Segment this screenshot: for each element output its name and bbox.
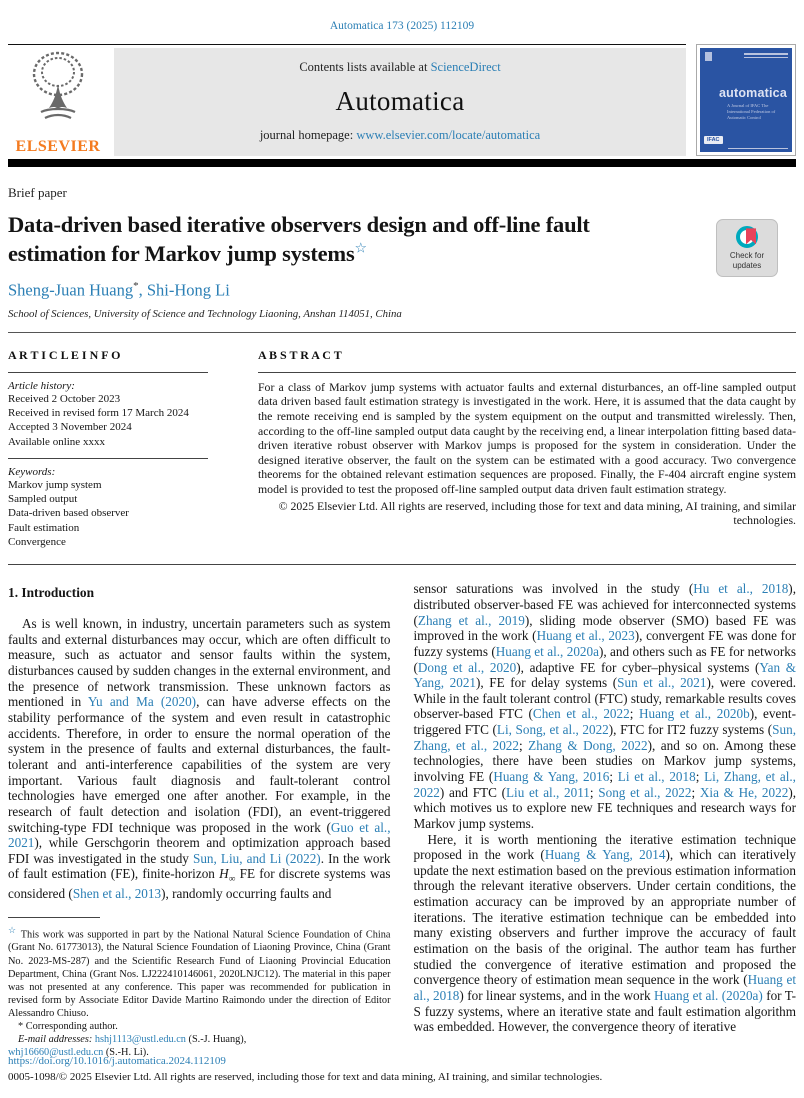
contents-prefix: Contents lists available at — [299, 60, 431, 74]
keywords-label: Keywords: — [8, 465, 56, 478]
body-text: ), sliding mode observer (SMO) based FE was improved in the work ( — [413, 612, 796, 644]
title-footnote-mark[interactable]: ☆ — [354, 241, 367, 257]
intro-paragraph-continued — [414, 581, 797, 831]
cover-issue-lines — [744, 53, 788, 60]
keywords-rule — [8, 458, 208, 459]
homepage-prefix: journal homepage: — [259, 128, 357, 142]
keyword-item: Data-driven based observer — [8, 507, 129, 520]
body-text: ∞ — [228, 875, 236, 886]
iterative-estimation-paragraph — [414, 832, 797, 1035]
article-type-label: Brief paper — [8, 185, 67, 200]
body-text: Here, it is worth mentioning the iterative estimation technique proposed in the work ( — [413, 831, 796, 863]
citation-link[interactable]: Sun, Liu, and Li (2022) — [192, 850, 321, 866]
citation-link[interactable]: Sun et al., 2021 — [617, 675, 707, 691]
journal-banner — [8, 44, 796, 156]
keyword-item: Fault estimation — [8, 521, 80, 534]
page-footer — [8, 1054, 796, 1086]
citation-link[interactable]: Huang et al., 2018 — [413, 972, 796, 1003]
citation-link[interactable]: Huang et al. (2020a) — [654, 987, 763, 1003]
citation-link[interactable]: Li, Song, et al., 2022 — [496, 722, 609, 738]
divider-below-meta — [8, 564, 796, 565]
doi-link[interactable]: https://doi.org/10.1016/j.automatica.2024.112109 — [8, 1055, 226, 1068]
corresponding-author-note: * Corresponding author. — [18, 1020, 118, 1032]
body-text: ), while Gerschgorin theorem and optimization approach based FDI was investigated in the study — [8, 835, 391, 866]
elsevier-wordmark: ELSEVIER — [15, 138, 101, 155]
body-text: ; — [609, 768, 618, 784]
body-text: sensor saturations was involved in the study ( — [413, 581, 694, 597]
body-columns — [8, 581, 796, 1059]
title-section — [8, 185, 796, 320]
email2-suffix: (S.-H. Li). — [103, 1046, 149, 1058]
footnote-block — [8, 917, 391, 1059]
article-info-rule — [8, 372, 208, 373]
author-1[interactable]: Sheng-Juan Huang — [8, 280, 134, 300]
journal-name: Automatica — [335, 86, 465, 116]
history-label: Article history: — [8, 379, 75, 392]
email-label: E-mail addresses: — [18, 1033, 93, 1045]
citation-link[interactable]: Song et al., 2022 — [598, 784, 692, 800]
body-text: ), FE for delay systems ( — [476, 675, 618, 691]
cover-caption: A Journal of IFAC The International Federation of Automatic Control — [727, 103, 776, 120]
sciencedirect-link[interactable]: ScienceDirect — [430, 60, 501, 74]
citation-link[interactable]: Li et al., 2018 — [617, 768, 696, 784]
homepage-link[interactable]: www.elsevier.com/locate/automatica — [356, 128, 541, 142]
abstract-rule — [258, 372, 796, 373]
body-text: ), were covered. While in the fault tolerant control (FTC) study, remarkable results coves observer-based FTC ( — [413, 675, 796, 722]
contents-line — [299, 60, 500, 75]
elsevier-tree-icon — [27, 50, 89, 131]
citation-link[interactable]: Huang et al., 2023 — [536, 628, 635, 644]
body-left-column — [8, 581, 391, 1059]
body-text: , can have adverse effects on the stability performance of the system and even result in catastrophic accidents. Therefore, in order to ensure the normal operation of the system in the presence of faults and external disturbances, the fault-tolerant and anti-interference capabilities of the system are very important. Various fault diagnosis and fault-tolerant control technologies have emerged one after another. For example, in the research of fault detection and isolation (FDI), an event-triggered switching-type FDI technique was proposed in the work ( — [8, 694, 391, 835]
email-link-li[interactable]: whj16660@ustl.edu.cn — [8, 1046, 104, 1058]
body-text: ), and others such as FE for networks ( — [413, 643, 796, 675]
keyword-item: Markov jump system — [8, 478, 102, 491]
body-text: ; — [519, 737, 529, 753]
body-text: As is well known, in industry, uncertain parameters such as system faults and external disturbances may occur, which are often difficult to measure, such as actuator and sensor faults within the system, disturbances caused by sudden changes in the external environment, and the presence of network transmission. These unknown factors as mentioned in — [8, 616, 391, 710]
keyword-item: Convergence — [8, 536, 66, 548]
body-text: ), which motives us to explore new FE techniques and research ways for Markov jump systems. — [413, 784, 797, 831]
cover-bottom-line — [728, 148, 788, 149]
history-item: Received in revised form 17 March 2024 — [8, 406, 189, 419]
keyword-item: Sampled output — [8, 493, 78, 506]
paper-title-text: Data-driven based iterative observers design and off-line fault estimation for Markov jump systems — [8, 212, 590, 266]
citation-link[interactable]: Yu and Ma (2020) — [87, 694, 197, 710]
running-head-citation: Automatica 173 (2025) 112109 — [329, 20, 475, 32]
journal-cover-thumbnail — [696, 44, 796, 156]
elsevier-logo — [8, 48, 114, 156]
history-item: Available online xxxx — [8, 435, 105, 448]
abstract-copyright: © 2025 Elsevier Ltd. All rights are reserved, including those for text and data mining, AI training, and similar technologies. — [278, 498, 796, 528]
body-text: ; — [691, 784, 700, 800]
body-text: ), and so on. Among these technologies, there have been studies on Markov jump systems, involving FE ( — [413, 737, 796, 784]
body-text: ), event-triggered FTC ( — [413, 706, 796, 738]
issn-copyright-line: 0005-1098/© 2025 Elsevier Ltd. All rights are reserved, including those for text and data mining, AI training, and similar technologies. — [8, 1071, 603, 1084]
history-item: Accepted 3 November 2024 — [8, 421, 132, 434]
body-text: ), adaptive FE for cyber–physical systems ( — [516, 659, 760, 675]
citation-link[interactable]: Shen et al., 2013 — [72, 886, 162, 902]
intro-paragraph — [8, 616, 391, 902]
corresponding-author-mark[interactable]: * — [133, 280, 139, 293]
paper-title — [8, 211, 680, 268]
check-for-updates-badge[interactable] — [716, 219, 778, 277]
body-text: ; — [629, 706, 640, 722]
section-heading-introduction: 1. Introduction — [8, 585, 95, 601]
citation-link[interactable]: Chen et al., 2022 — [532, 706, 630, 722]
citation-link[interactable]: Sun, Zhang, et al., 2022 — [413, 722, 796, 753]
body-text: ), FTC for IT2 fuzzy systems ( — [608, 722, 773, 738]
body-text: FE for discrete systems was considered ( — [8, 866, 391, 902]
affiliation: School of Sciences, University of Science and Technology Liaoning, Anshan 114051, China — [8, 307, 402, 320]
citation-link[interactable]: Li, Zhang, et al., 2022 — [413, 768, 796, 800]
citation-link[interactable]: Dong et al., 2020 — [417, 659, 517, 675]
meta-section — [8, 333, 796, 550]
abstract-text: For a class of Markov jump systems with actuator faults and external disturbances, an off-line sampled output data driven based fault estimation strategy is investigated in the work. Here, it is assumed that the data caught by the remote receiving end is sampled by the system equipment on the output and transmitted wirelessly. Then, according to the off-line sampled output data caught by the receiving end, a linear interpolation fitting based data-driven iterative robust observer with Markov jumps is proposed for the system in consideration. Under the designed iterative observer, the fault on the system can be estimated with a good accuracy. Two convergence theorems for the obtained relevant estimation sequences are proposed. Finally, the F-404 aircraft engine system model is provided to test the proposed off-line sampled output data driven fault estimation strategy. — [258, 379, 796, 496]
check-updates-label: Check for updates — [729, 251, 765, 270]
citation-link[interactable]: Guo et al., 2021 — [8, 819, 391, 851]
funding-footnote — [8, 925, 391, 1020]
body-text: ; — [589, 784, 599, 800]
body-text: for T-S fuzzy systems, where an iterative state and fault estimation algorithm was embedded. However, the convergence theory of iterative — [413, 987, 796, 1035]
homepage-line — [260, 128, 540, 143]
body-text: . In the work of fault estimation (FE), finite-horizon — [8, 850, 391, 882]
funding-text: This work was supported in part by the National Natural Science Foundation of China (Grant No. 61773013), the Natural Science Foundation of Liaoning Province, China (Grant No. 2023-MS-287) and the Scientific Research Fund of Liaoning Provincial Education Department, China (Grant Nos. LJ222410146061, 2020LNJC12). The material in this paper was not presented at any conference. This paper was recommended for publication in revised form by Associate Editor Davide Martino Raimondo under the direction of Editor Alessandro Chiuso. — [8, 929, 391, 1019]
body-text: ) for linear systems, and in the work — [459, 987, 655, 1003]
journal-cover-art — [700, 48, 792, 152]
citation-link[interactable]: Hu et al., 2018 — [693, 581, 789, 597]
citation-link[interactable]: Zhang & Dong, 2022 — [528, 737, 648, 753]
citation-link[interactable]: Huang & Yang, 2014 — [544, 847, 666, 863]
authors-line — [8, 280, 796, 301]
body-text: ) and FTC ( — [439, 784, 506, 800]
body-text: ), convergent FE was done for fuzzy systems ( — [413, 628, 796, 659]
citation-link[interactable]: Yan & Yang, 2021 — [413, 659, 797, 691]
cover-journal-title: automatica — [719, 86, 787, 100]
citation-link[interactable]: Xia & He, 2022 — [699, 784, 789, 800]
body-text: ), which can iteratively update the next estimation based on the previous estimation information through the relevant iterative observers. Under certain conditions, the estimation accuracy can be improved by an appropriate number of iterations. The iterative estimation technique can be embedded into many existing observers and further improve the accuracy of fault estimation on the basis of the original. The author team has further studied the convergence of iterative estimation and proposed the convergence theory of estimation mean sequence in the work ( — [413, 847, 796, 988]
body-text: ), distributed observer-based FE was achieved for interconnected systems ( — [413, 581, 796, 628]
author-2[interactable]: Shi-Hong Li — [146, 280, 230, 300]
banner-main — [8, 44, 686, 156]
author-separator: , — [138, 280, 147, 300]
footnote-star-mark: ☆ — [8, 924, 18, 935]
banner-gray-box — [114, 48, 686, 156]
citation-link[interactable]: Huang et al., 2020b — [639, 706, 750, 722]
ifac-logo: IFAC — [704, 136, 723, 144]
email1-suffix: (S.-J. Huang), — [185, 1033, 247, 1045]
check-updates-icon — [736, 226, 758, 248]
banner-divider-bar — [8, 159, 796, 167]
citation-link[interactable]: Zhang et al., 2019 — [417, 612, 525, 628]
bookmark-icon — [746, 228, 756, 244]
body-text: ; — [695, 768, 705, 784]
article-info-header: A R T I C L E I N F O — [8, 347, 121, 362]
citation-link[interactable]: Huang & Yang, 2016 — [493, 768, 610, 784]
body-right-column — [414, 581, 797, 1059]
email-link-huang[interactable]: hshj1113@ustl.edu.cn — [94, 1033, 186, 1045]
article-info-column — [8, 348, 208, 550]
citation-link[interactable]: Huang et al., 2020a — [495, 643, 599, 659]
abstract-header: A B S T R A C T — [258, 347, 342, 362]
body-text: H — [219, 866, 229, 882]
history-item: Received 2 October 2023 — [8, 392, 121, 405]
cover-emblem-icon — [705, 52, 712, 61]
abstract-column — [258, 348, 796, 550]
body-text: ), randomly occurring faults and — [161, 886, 332, 902]
citation-link[interactable]: Liu et al., 2011 — [505, 784, 590, 800]
footnote-rule — [8, 917, 100, 918]
